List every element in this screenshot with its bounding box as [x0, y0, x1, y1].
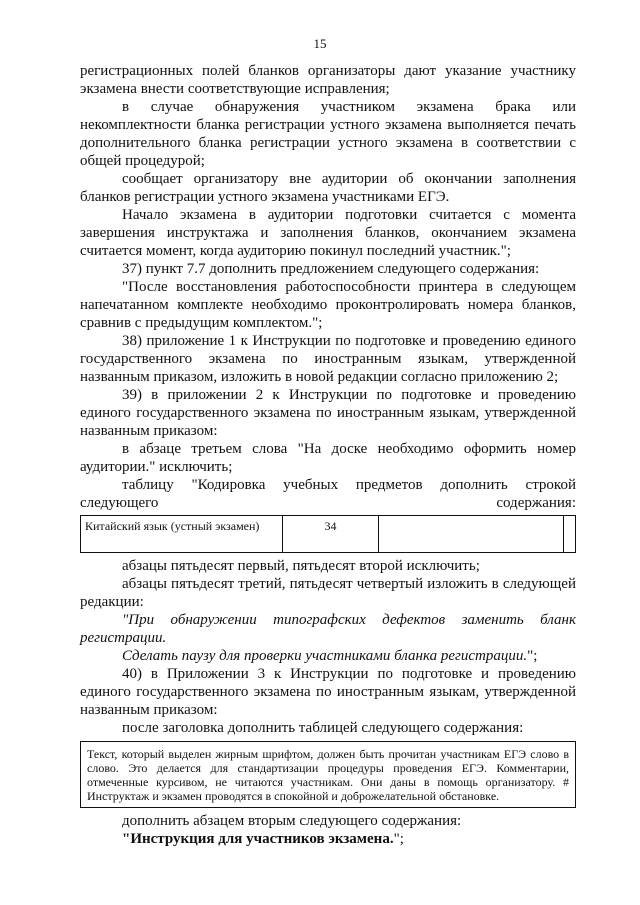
paragraph: сообщает организатору вне аудитории об окончании заполнения бланков регистрации устного экзамена участниками ЕГЭ. [80, 171, 576, 205]
paragraph: Начало экзамена в аудитории подготовки считается с момента завершения инструктажа и заполнения бланков, окончанием экзамена считается момент, когда аудиторию покинул последний участник."; [80, 207, 576, 259]
paragraph: 38) приложение 1 к Инструкции по подготовке и проведению единого государственного экзамена по иностранным языкам, утвержденной названным приказом, изложить в новой редакции согласно приложению 2; [80, 333, 576, 385]
paragraph: регистрационных полей бланков организаторы дают указание участнику экзамена внести соответствующие исправления; [80, 63, 576, 97]
bold-title: "Инструкция для участников экзамена. [122, 831, 394, 847]
paragraph: абзацы пятьдесят третий, пятьдесят четвертый изложить в следующей редакции: [80, 576, 576, 610]
table-cell-code: 34 [283, 516, 379, 553]
quote-suffix: "; [527, 648, 538, 664]
paragraph: 39) в приложении 2 к Инструкции по подготовке и проведению единого государственного экзамена по иностранным языкам, утвержденной названным приказом: [80, 387, 576, 439]
paragraph: после заголовка дополнить таблицей следующего содержания: [122, 720, 524, 736]
subject-code-table [80, 515, 576, 553]
italic-text: Сделать паузу для проверки участниками бланка регистрации. [122, 648, 528, 664]
paragraphs-block-3 [80, 665, 576, 737]
paragraphs-block-1 [80, 62, 576, 512]
document-body [80, 62, 576, 848]
paragraph: абзацы пятьдесят первый, пятьдесят второй исключить; [122, 558, 480, 574]
paragraph: 40) в Приложении 3 к Инструкции по подготовке и проведению единого государственного экзамена по иностранным языкам, утвержденной названным приказом: [80, 666, 576, 718]
table-cell-empty [563, 516, 575, 553]
notice-box [80, 741, 576, 808]
final-line [80, 830, 576, 848]
paragraph: в случае обнаружения участником экзамена брака или некомплектности бланка регистрации устного экзамена выполняется печать дополнительного бланка регистрации устного экзамена в соответствии с общей процедурой; [80, 99, 576, 169]
quote-suffix: "; [393, 831, 404, 847]
table-cell-empty [378, 516, 563, 553]
paragraph: 37) пункт 7.7 дополнить предложением следующего содержания: [122, 261, 540, 277]
notice-text: Текст, который выделен жирным шрифтом, должен быть прочитан участникам ЕГЭ слово в слово. Это делается для стандартизации процедуры проведения ЕГЭ. Комментарии, отмеченные курсивом, не читаются участникам. Они даны в помощь организатору. # Инструктаж и экзамен проводятся в спокойной и доброжелательной обстановке. [87, 747, 569, 803]
paragraphs-block-2 [80, 557, 576, 611]
paragraph: в абзаце третьем слова "На доске необходимо оформить номер аудитории." исключить; [80, 441, 576, 475]
paragraph: таблицу "Кодировка учебных предметов дополнить строкой следующего содержания: [80, 477, 576, 511]
paragraph: "После восстановления работоспособности принтера в следующем напечатанном комплекте необходимо проконтролировать номера бланков, сравнив с предыдущим комплектом."; [80, 279, 576, 331]
page-number: 15 [313, 36, 327, 51]
paragraph: дополнить абзацем вторым следующего содержания: [122, 813, 462, 829]
italic-paragraph [80, 611, 576, 647]
table-row [81, 516, 576, 553]
table-cell-subject: Китайский язык (устный экзамен) [81, 516, 283, 553]
italic-text: "При обнаружении типографских дефектов заменить бланк регистрации. [80, 612, 576, 646]
italic-paragraph [80, 647, 576, 665]
